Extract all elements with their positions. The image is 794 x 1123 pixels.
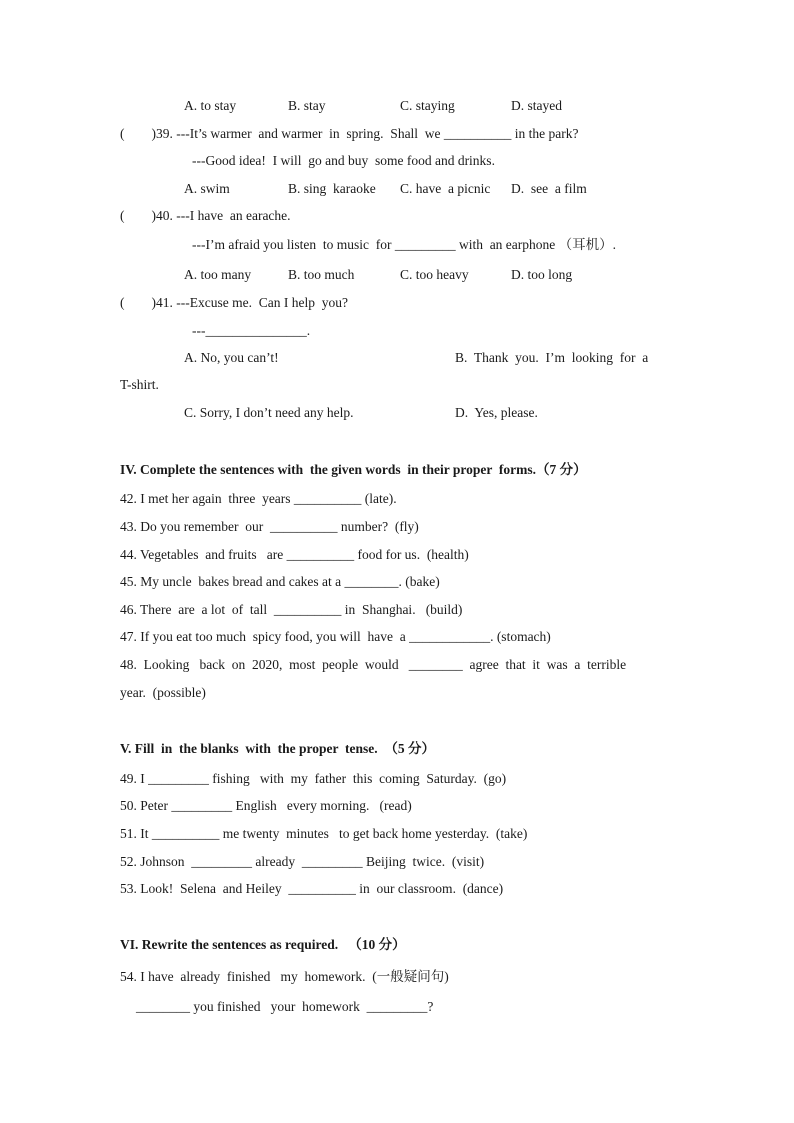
q41-reply: ---_______________.	[192, 323, 311, 338]
q41-option-c: C. Sorry, I don’t need any help.	[184, 405, 354, 420]
q41-option-b: B. Thank you. I’m looking for a	[455, 350, 649, 365]
q38-option-b: B. stay	[288, 98, 326, 113]
q40-reply: ---I’m afraid you listen to music for _________ with an earphone （耳机）.	[192, 237, 617, 252]
section-6-heading: VI. Rewrite the sentences as required. （10 分）	[120, 937, 406, 952]
question-53: 53. Look! Selena and Heiley __________ in our classroom. (dance)	[120, 881, 504, 896]
q40-option-c: C. too heavy	[400, 267, 469, 282]
question-49: 49. I _________ fishing with my father this coming Saturday. (go)	[120, 771, 507, 786]
q39-stem: 39. ---It’s warmer and warmer in spring. Shall we __________ in the park?	[156, 126, 579, 141]
q41-stem: 41. ---Excuse me. Can I help you?	[156, 295, 348, 310]
question-43: 43. Do you remember our __________ number? (fly)	[120, 519, 419, 534]
section-5-heading: V. Fill in the blanks with the proper tense. （5 分）	[120, 741, 436, 756]
question-51: 51. It __________ me twenty minutes to get back home yesterday. (take)	[120, 826, 528, 841]
q39-option-c: C. have a picnic	[400, 181, 491, 196]
q40-option-b: B. too much	[288, 267, 355, 282]
question-45: 45. My uncle bakes bread and cakes at a ________. (bake)	[120, 574, 440, 589]
q39-option-a: A. swim	[184, 181, 230, 196]
q39-reply: ---Good idea! I will go and buy some food and drinks.	[192, 153, 495, 168]
question-52: 52. Johnson _________ already _________ Beijing twice. (visit)	[120, 854, 485, 869]
q40-option-d: D. too long	[511, 267, 573, 282]
q38-option-d: D. stayed	[511, 98, 562, 113]
question-54-answer-line: ________ you finished your homework _________?	[136, 999, 434, 1014]
question-44: 44. Vegetables and fruits are __________ food for us. (health)	[120, 547, 469, 562]
question-42: 42. I met her again three years __________ (late).	[120, 491, 397, 506]
q41-option-b-continued: T-shirt.	[120, 377, 159, 392]
q39-option-b: B. sing karaoke	[288, 181, 376, 196]
q40-answer-paren: ( )	[120, 208, 156, 223]
question-47: 47. If you eat too much spicy food, you will have a ____________. (stomach)	[120, 629, 551, 644]
q38-option-c: C. staying	[400, 98, 455, 113]
question-50: 50. Peter _________ English every morning. (read)	[120, 798, 412, 813]
question-54: 54. I have already finished my homework. (一般疑问句)	[120, 969, 449, 984]
q41-option-a: A. No, you can’t!	[184, 350, 279, 365]
question-48-continued: year. (possible)	[120, 685, 206, 700]
q40-option-a: A. too many	[184, 267, 252, 282]
q39-option-d: D. see a film	[511, 181, 587, 196]
q41-answer-paren: ( )	[120, 295, 156, 310]
q39-answer-paren: ( )	[120, 126, 156, 141]
q40-stem: 40. ---I have an earache.	[156, 208, 291, 223]
q38-option-a: A. to stay	[184, 98, 237, 113]
question-48: 48. Looking back on 2020, most people would ________ agree that it was a terrible	[120, 657, 627, 672]
section-4-heading: IV. Complete the sentences with the given words in their proper forms.（7 分）	[120, 462, 587, 477]
q41-option-d: D. Yes, please.	[455, 405, 538, 420]
question-46: 46. There are a lot of tall __________ in Shanghai. (build)	[120, 602, 463, 617]
